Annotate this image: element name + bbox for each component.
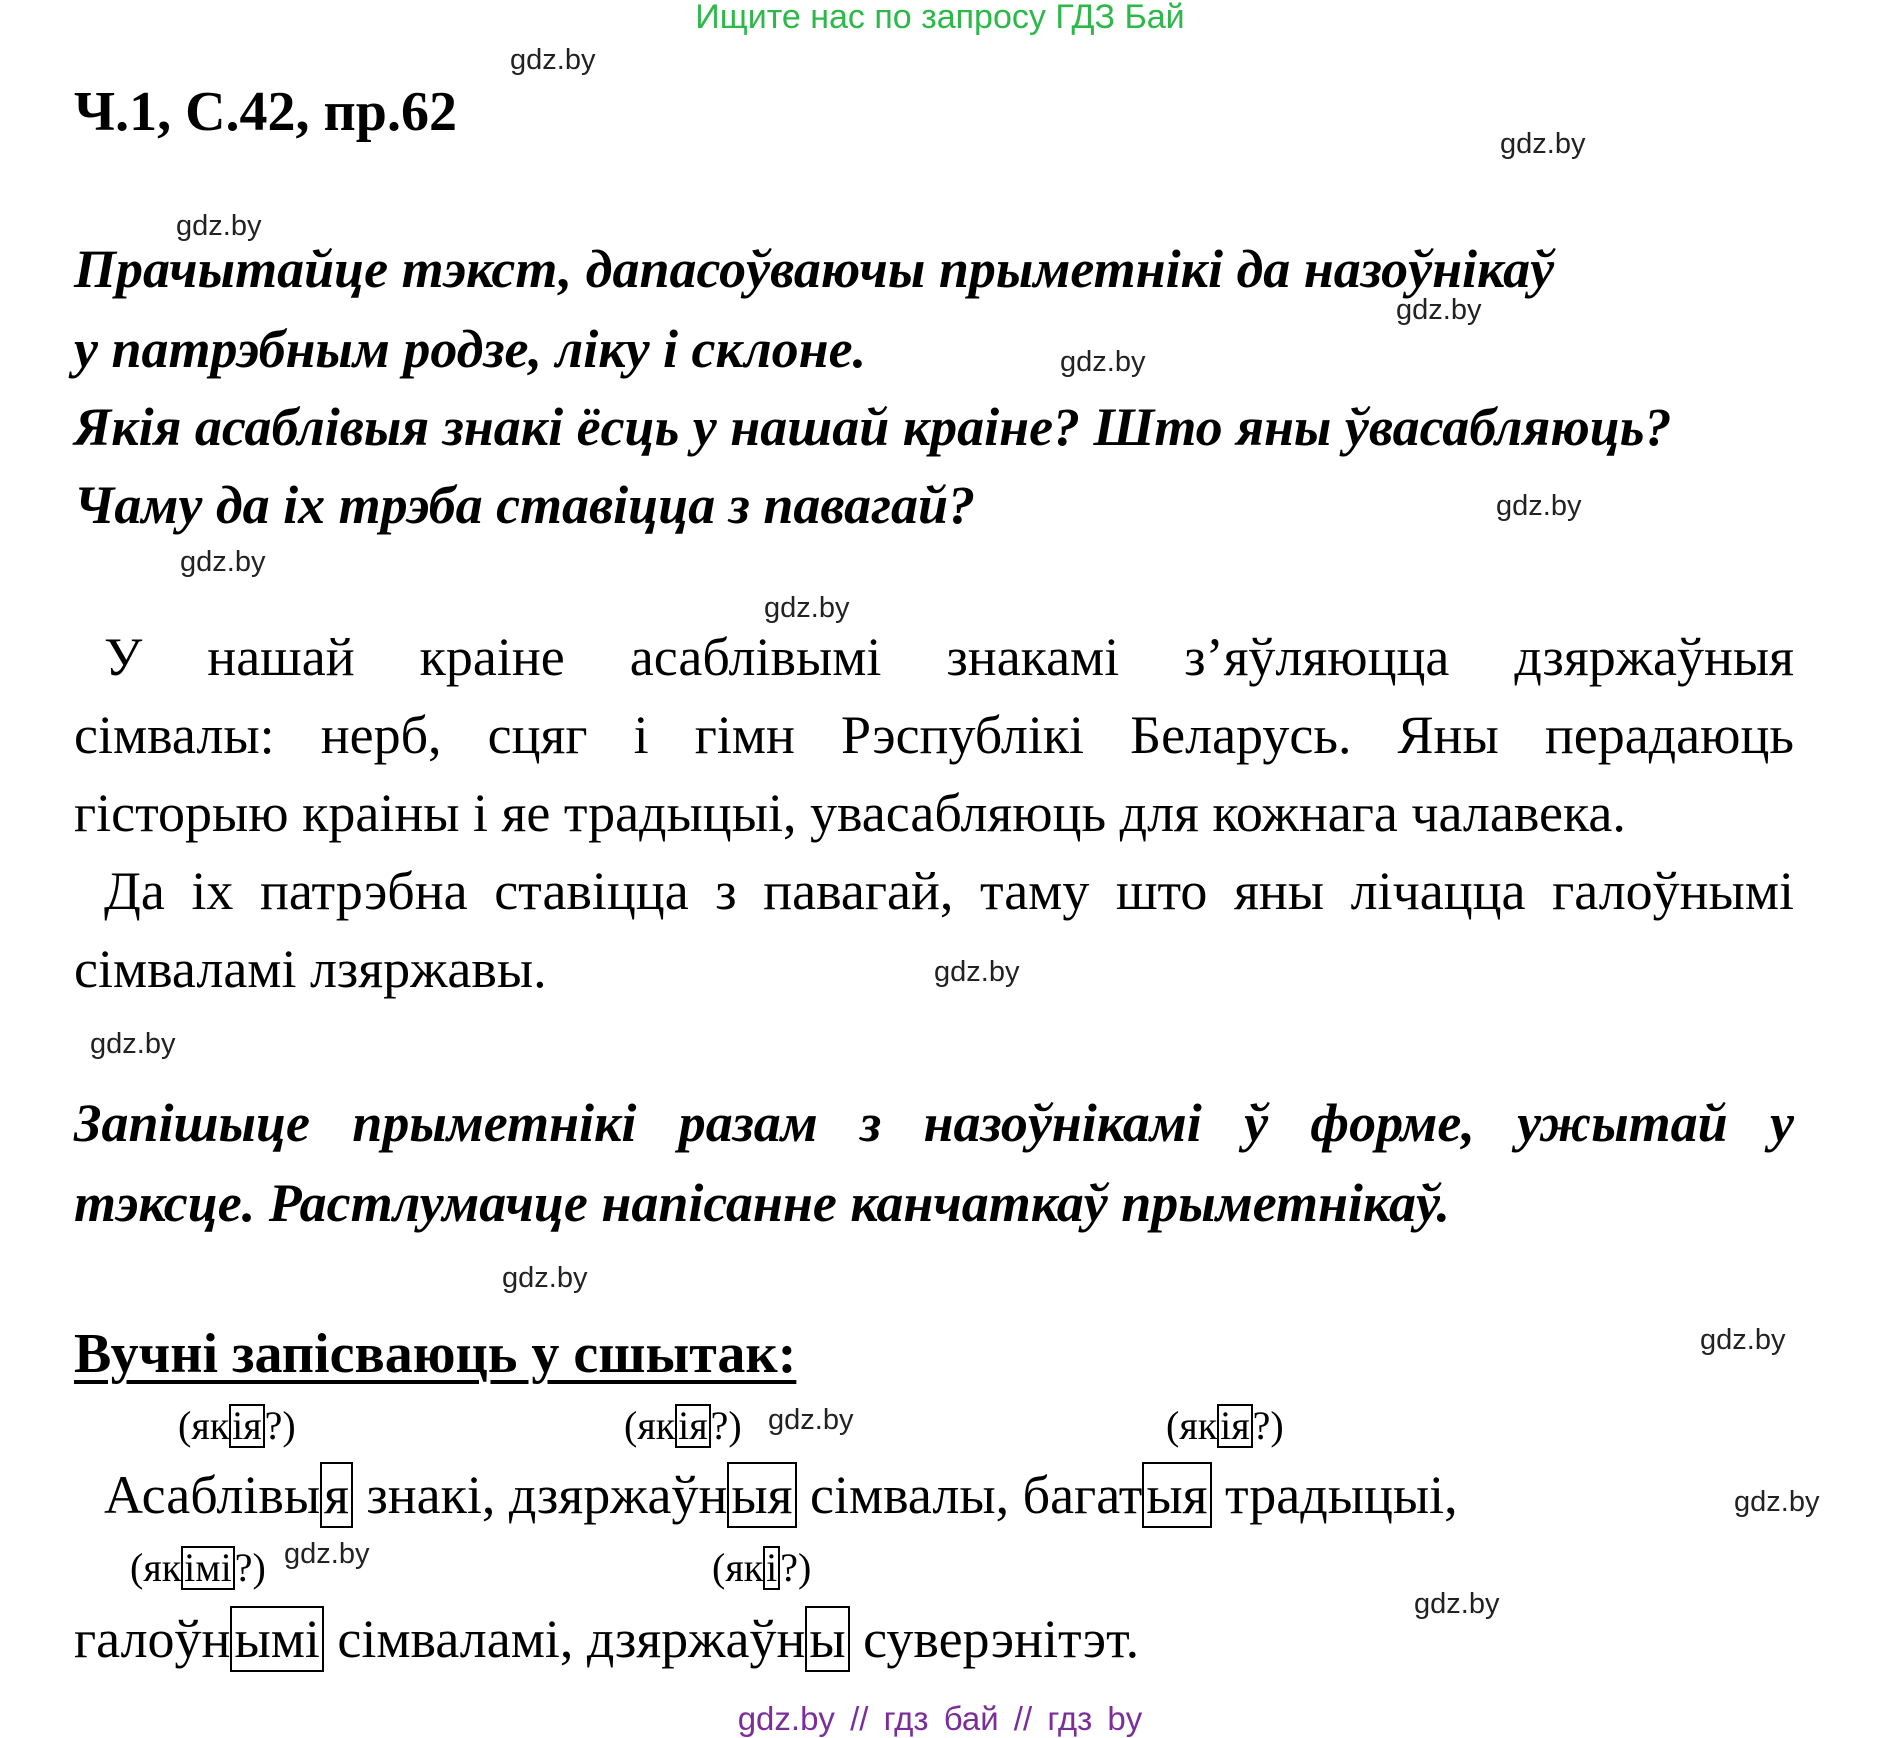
hint-2 xyxy=(624,1402,742,1449)
watermark: gdz.by xyxy=(1734,1486,1820,1518)
watermark: gdz.by xyxy=(502,1262,588,1294)
hint-ending-box: ія xyxy=(675,1404,711,1448)
answer-word-stem: дзяржаўн xyxy=(586,1609,806,1669)
watermark: gdz.by xyxy=(768,1404,854,1436)
answer-text: знакі, xyxy=(352,1465,509,1525)
hint-1 xyxy=(178,1402,296,1449)
hint-ending-box: ія xyxy=(229,1404,265,1448)
watermark: gdz.by xyxy=(764,592,850,624)
watermark: gdz.by xyxy=(1500,128,1586,160)
text-line4: Да іх патрэбна ставіцца з павагай, таму што яны лічацца галоўнымі xyxy=(104,861,1794,921)
watermark: gdz.by xyxy=(1496,490,1582,522)
hint-5 xyxy=(712,1544,811,1591)
watermark: gdz.by xyxy=(510,44,596,76)
watermark: gdz.by xyxy=(1060,346,1146,378)
hint-close: ?) xyxy=(234,1545,266,1590)
answer-ending-box: я xyxy=(320,1462,353,1528)
task2-line1: Запішыце прыметнікі разам з назоўнікамі ў форме, ужытай у xyxy=(74,1093,1794,1153)
hint-open: (як xyxy=(130,1545,182,1590)
answer-word-stem: галоўн xyxy=(74,1609,231,1669)
top-banner[interactable]: Ищите нас по запросу ГДЗ Бай xyxy=(695,0,1185,36)
answer-heading: Вучні запісваюць у сшытак: xyxy=(74,1323,797,1385)
answer-ending-box: ы xyxy=(805,1606,849,1672)
page-title: Ч.1, С.42, пр.62 xyxy=(74,81,457,143)
hint-close: ?) xyxy=(780,1545,812,1590)
hint-3 xyxy=(1166,1402,1284,1449)
hint-open: (як xyxy=(178,1403,230,1448)
hint-ending-box: і xyxy=(763,1546,780,1590)
answer-text: сімваламі, xyxy=(323,1609,587,1669)
text-line5: сімваламі лзяржавы. xyxy=(74,939,547,999)
hint-4 xyxy=(130,1544,266,1591)
watermark: gdz.by xyxy=(934,956,1020,988)
answer-word-stem: Асаблів xyxy=(104,1465,284,1525)
text-line3: гісторыю краіны і яе традыцыі, увасабляюць для кожнага чалавека. xyxy=(74,783,1626,843)
answer-row2 xyxy=(74,1606,1139,1672)
task1-line2: у патрэбным родзе, ліку і склоне. xyxy=(74,319,867,379)
task1-line4: Чаму да іх трэба ставіцца з павагай? xyxy=(74,475,976,535)
answer-word-stem: дзяржаўн xyxy=(508,1465,728,1525)
answer-text: суверэнітэт. xyxy=(849,1609,1140,1669)
hint-open: (як xyxy=(1166,1403,1218,1448)
answer-ending-box: ымі xyxy=(230,1606,323,1672)
hint-ending-box: імі xyxy=(181,1546,235,1590)
watermark: gdz.by xyxy=(1414,1588,1500,1620)
watermark: gdz.by xyxy=(180,546,266,578)
watermark: gdz.by xyxy=(90,1028,176,1060)
hint-close: ?) xyxy=(1252,1403,1284,1448)
hint-close: ?) xyxy=(264,1403,296,1448)
answer-text: традыцыі, xyxy=(1211,1465,1458,1525)
hint-open: (як xyxy=(624,1403,676,1448)
answer-ending-box: ыя xyxy=(727,1462,796,1528)
answer-ending-box: ыя xyxy=(1142,1462,1211,1528)
hint-open: (як xyxy=(712,1545,764,1590)
watermark: gdz.by xyxy=(1700,1324,1786,1356)
hint-ending-box: ія xyxy=(1217,1404,1253,1448)
watermark: gdz.by xyxy=(1396,294,1482,326)
task1-line1: Прачытайце тэкст, дапасоўваючы прыметнікі да назоўнікаў xyxy=(74,239,1555,299)
text-line1: У нашай краіне асаблівымі знакамі з’яўляюцца дзяржаўныя xyxy=(104,627,1794,687)
text-line2: сімвалы: нерб, сцяг і гімн Рэспублікі Беларусь. Яны перадаюць xyxy=(74,705,1794,765)
watermark: gdz.by xyxy=(284,1538,370,1570)
task1-line3: Якія асаблівыя знакі ёсць у нашай краіне? Што яны ўвасабляюць? xyxy=(74,397,1672,457)
hint-close: ?) xyxy=(710,1403,742,1448)
answer-word-stem: ы xyxy=(283,1465,321,1525)
answer-word-stem: багат xyxy=(1022,1465,1143,1525)
watermark: gdz.by xyxy=(176,210,262,242)
answer-text: сімвалы, xyxy=(796,1465,1023,1525)
footer-links[interactable]: gdz.by // гдз бай // гдз by xyxy=(737,1700,1143,1737)
answer-row1 xyxy=(104,1462,1458,1528)
task2-line2: тэксце. Растлумачце напісанне канчаткаў прыметнікаў. xyxy=(74,1173,1451,1233)
